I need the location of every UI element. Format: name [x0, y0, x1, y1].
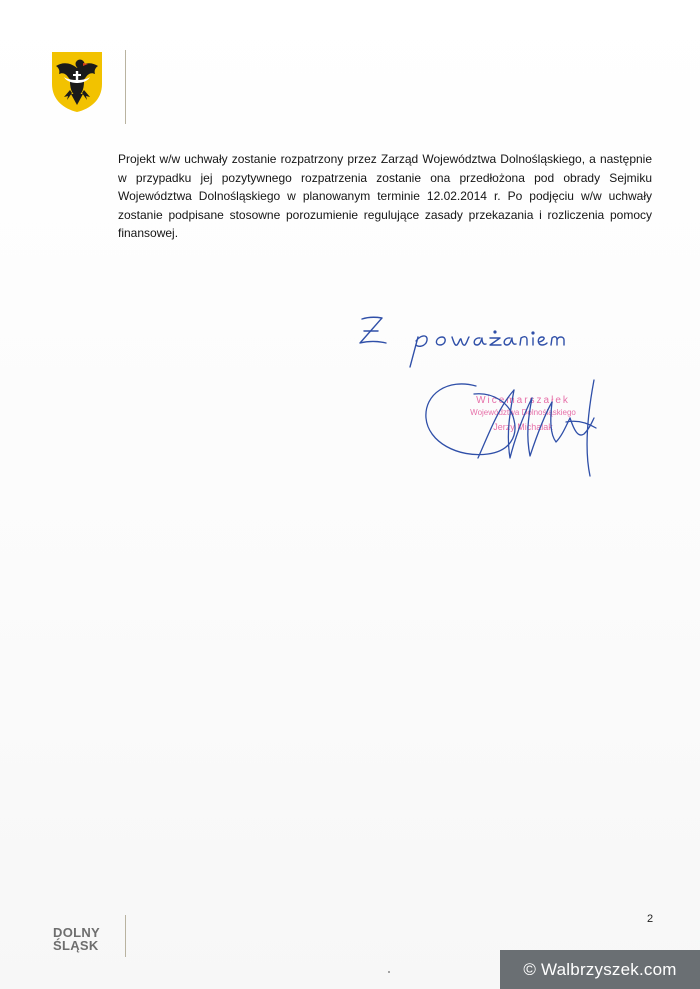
silesian-eagle-crest-icon [50, 50, 104, 114]
page-number: 2 [647, 913, 654, 925]
body-paragraph: Projekt w/w uchwały zostanie rozpatrzony przez Zarząd Województwa Dolnośląskiego, a następnie w przypadku jej pozytywnego rozpatrzenia zostanie ona przedłożona pod obrady Sejmiku Województwa Dolnośląskiego w planowanym terminie 12.02.2014 r. Po podjęciu w/w uchwały zostanie podpisane stosowne porozumienie regulujące zasady przekazania i rozliczenia pomocy finansowej. [118, 152, 652, 240]
header-divider [125, 50, 126, 124]
stamp-name: Jerzy Michalak [493, 422, 553, 432]
watermark-banner: © Walbrzyszek.com [500, 950, 700, 989]
logo-line-2: ŚLĄSK [53, 938, 99, 953]
stamp-title: Wicemarszałek [476, 395, 570, 406]
dolny-slask-logo [53, 926, 100, 952]
scan-speck [388, 971, 390, 973]
footer-divider [125, 915, 126, 957]
logo-line-1: DOLNY [53, 925, 100, 940]
handwritten-signature [418, 372, 608, 482]
stamp-office: Województwa Dolnośląskiego [470, 408, 576, 417]
